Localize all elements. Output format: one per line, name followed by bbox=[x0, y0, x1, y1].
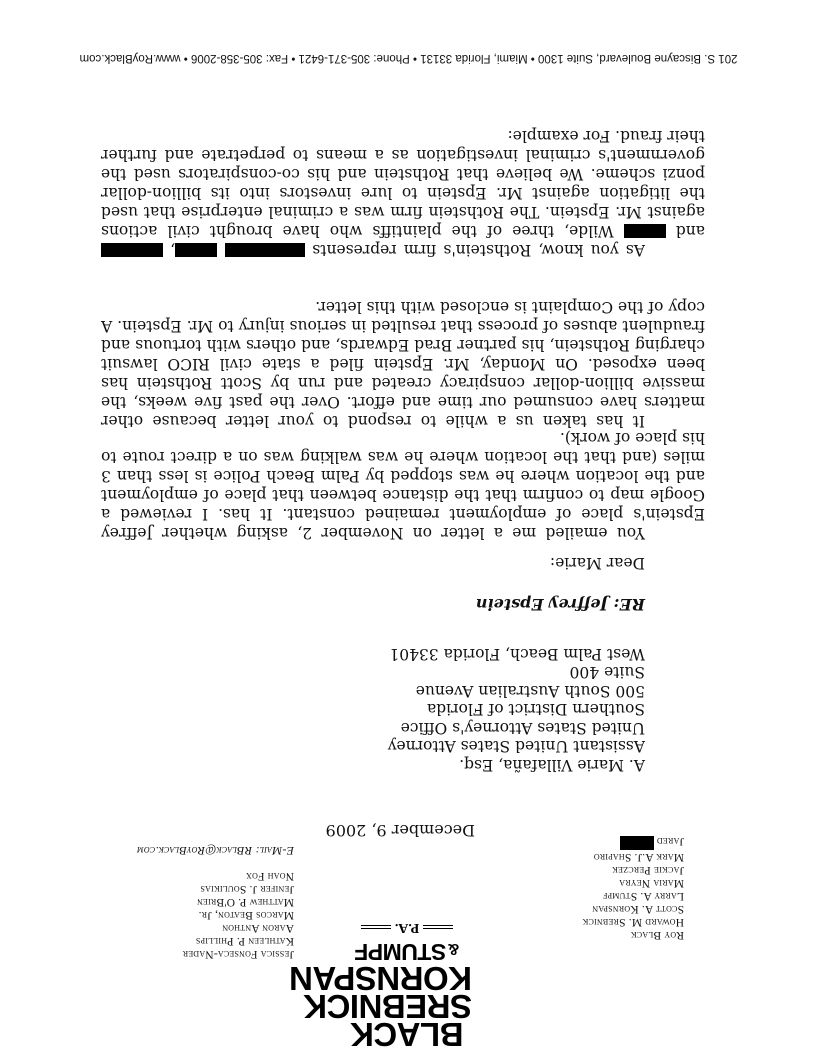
addressee-block bbox=[388, 645, 645, 775]
letter-date: December 9, 2009 bbox=[325, 821, 475, 840]
logo-line: KORNSPAN bbox=[289, 960, 472, 997]
firm-partners-list bbox=[582, 834, 684, 941]
associate-name: Aaron Anthon bbox=[222, 922, 294, 934]
associate-name: Marcos Beaton, Jr. bbox=[198, 909, 294, 921]
addressee-line: Suite 400 bbox=[569, 663, 645, 682]
firm-associates-list bbox=[137, 844, 294, 960]
addressee-line: United States Attorney's Office bbox=[400, 719, 645, 737]
firm-email: E-Mail: RBlack@RoyBlack.com bbox=[136, 844, 294, 858]
redaction-bar bbox=[624, 224, 666, 238]
associate-name: Jessica Fonseca-Nader bbox=[182, 948, 294, 960]
firm-logo bbox=[289, 919, 472, 1053]
partner-name: Howard M. Srebnick bbox=[582, 916, 684, 928]
addressee-line: Southern District of Florida bbox=[427, 700, 645, 719]
partner-name: Jackie Perczek bbox=[611, 864, 684, 876]
redaction-bar bbox=[101, 243, 163, 257]
addressee-line: Assistant United States Attorney bbox=[387, 737, 645, 756]
logo-rule bbox=[361, 925, 391, 929]
addressee-line: A. Marie Villafaña, Esq. bbox=[459, 756, 645, 774]
addressee-line: 500 South Australian Avenue bbox=[415, 682, 645, 700]
letterhead-footer: 201 S. Biscayne Boulevard, Suite 1300 • Miami, Florida 33131 • Phone: 305-371-6421 • Fax: 305-358-2006 • www.RoyBlack.com bbox=[79, 52, 738, 64]
redaction-bar bbox=[175, 243, 217, 257]
partner-name-redacted: Jared bbox=[582, 834, 684, 850]
logo-line: SREBNICK bbox=[303, 988, 472, 1025]
partner-name: Roy Black bbox=[630, 929, 684, 941]
associate-name: Noah Fox bbox=[245, 870, 294, 882]
body-paragraph: It has taken us a while to respond to your letter because other matters have consumed our time and effort. Over the past five weeks, the massive billion-dollar conspiracy created and run by Scott Rothstein has been exposed. On Monday, Mr. Epstein filed a state civil RICO lawsuit charging Rothstein, his partner Brad Edwards, and others with tortuous and fraudulent abuses of process that resulted in serious injury to Mr. Epstein. A copy of the Complaint is enclosed with this letter. bbox=[101, 298, 705, 430]
logo-line: BLACK bbox=[350, 1016, 464, 1053]
logo-ampersand: & bbox=[448, 940, 460, 957]
associate-name: Jenifer J. Soulikias bbox=[200, 883, 294, 895]
salutation: Dear Marie: bbox=[549, 554, 645, 572]
logo-line: &STUMPF bbox=[354, 939, 460, 965]
associate-name: Kathleen P. Phillips bbox=[195, 935, 294, 947]
addressee-line: West Palm Beach, Florida 33401 bbox=[389, 645, 645, 663]
redaction-bar bbox=[620, 836, 654, 850]
associate-name: Matthew P. O'Brien bbox=[196, 896, 294, 908]
body-paragraph: As you know, Rothstein's firm represents , and Wilde, three of the plaintiffs who have brought civil actions against Mr. Epstein. The Rothstein firm was a criminal enterprise that used the litigation against Mr. Epstein to lure investors into its billion-dollar ponzi scheme. We believe that Rothstein and his co-conspirators used the government's criminal investigation as a means to perpetrate and further their fraud. For example: bbox=[101, 127, 705, 259]
redaction-bar bbox=[225, 243, 305, 257]
logo-pa: P.A. bbox=[394, 920, 420, 935]
partner-name: Mark A.J. Shapiro bbox=[593, 851, 684, 863]
partner-name: Maria Neyra bbox=[619, 877, 684, 889]
body-paragraph: You emailed me a letter on November 2, asking whether Jeffrey Epstein's place of employment remained constant. It has. I reviewed a Google map to confirm that the distance between that place of employment and the location where he was stopped by Palm Beach Police is less than 3 miles (and that the location where he was walking was on a direct route to his place of work). bbox=[101, 429, 705, 542]
logo-rule bbox=[423, 925, 453, 929]
partner-name: Scott A. Kornspan bbox=[592, 903, 684, 915]
subject-line: RE: Jeffrey Epstein bbox=[475, 595, 645, 614]
logo-pa-row bbox=[342, 919, 472, 935]
partner-name: Larry A. Stumpf bbox=[602, 890, 684, 902]
